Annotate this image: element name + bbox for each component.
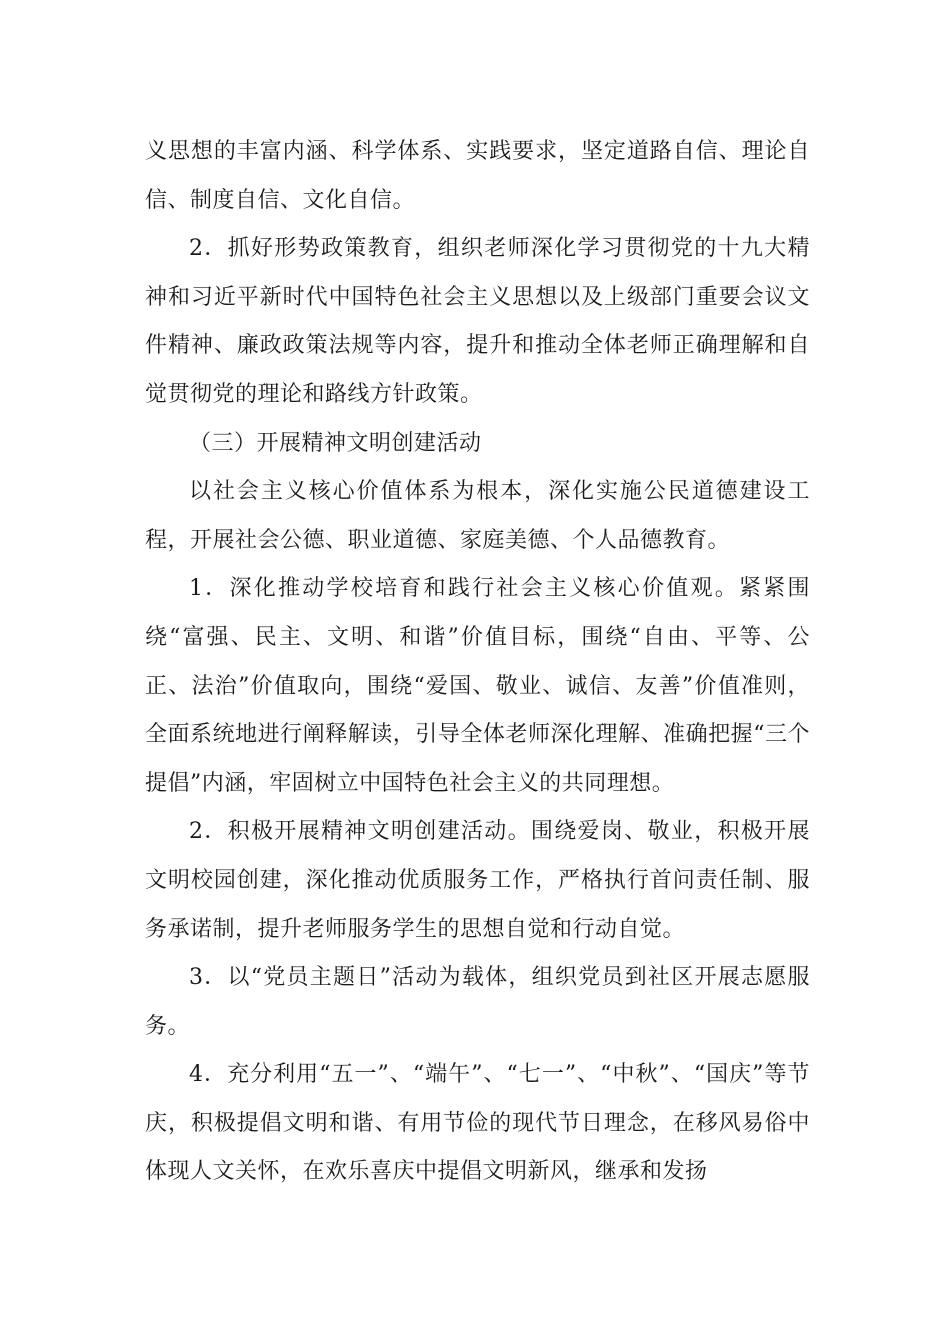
paragraph-continuation: 义思想的丰富内涵、科学体系、实践要求，坚定道路自信、理论自信、制度自信、文化自信。 <box>145 139 810 213</box>
section-heading: （三）开展精神文明创建活动 <box>189 430 482 456</box>
paragraph-civilization-activities: 2．积极开展精神文明创建活动。围绕爱岗、敬业，积极开展文明校园创建，深化推动优质服务工作，严格执行首问责任制、服务承诺制，提升老师服务学生的思想自觉和行动自觉。 <box>145 819 810 942</box>
paragraph-situation-policy-education: 2．抓好形势政策教育，组织老师深化学习贯彻党的十九大精神和习近平新时代中国特色社会主义思想以及上级部门重要会议文件精神、廉政政策法规等内容，提升和推动全体老师正确理解和自觉贯彻党的理论和路线方针政策。 <box>145 236 810 407</box>
document-body <box>145 128 810 1197</box>
paragraph-section-intro: 以社会主义核心价值体系为根本，深化实施公民道德建设工程，开展社会公德、职业道德、家庭美德、个人品德教育。 <box>145 479 810 553</box>
paragraph-festivals: 4．充分利用“五一”、“端午”、“七一”、“中秋”、“国庆”等节庆，积极提倡文明和谐、有用节俭的现代节日理念，在移风易俗中体现人文关怀，在欢乐喜庆中提倡文明新风，继承和发扬 <box>145 1062 810 1185</box>
paragraph-core-values: 1．深化推动学校培育和践行社会主义核心价值观。紧紧围绕“富强、民主、文明、和谐”价值目标，围绕“自由、平等、公正、法治”价值取向，围绕“爱国、敬业、诚信、友善”价值准则，全面系统地进行阐释解读，引导全体老师深化理解、准确把握“三个提倡”内涵，牢固树立中国特色社会主义的共同理想。 <box>145 576 810 796</box>
paragraph-party-member-day: 3．以“党员主题日”活动为载体，组织党员到社区开展志愿服务。 <box>145 965 810 1039</box>
